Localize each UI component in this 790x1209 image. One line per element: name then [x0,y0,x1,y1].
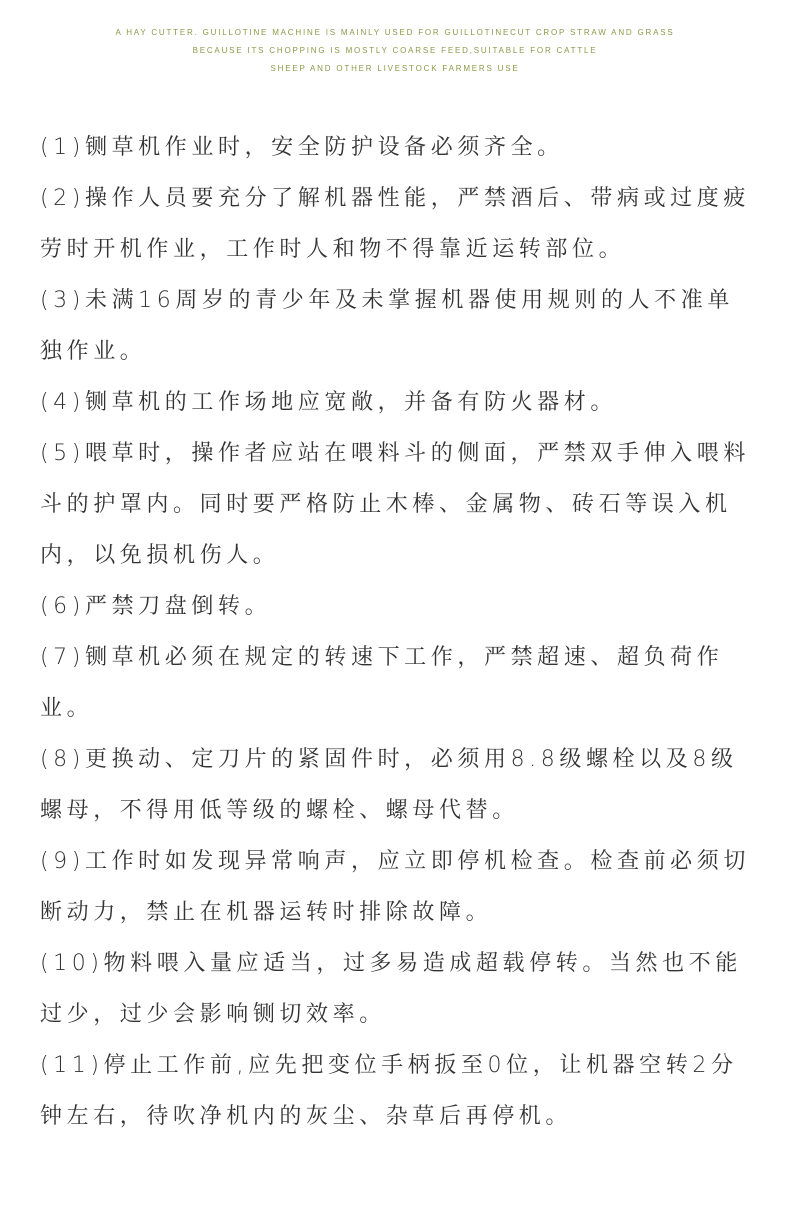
subtitle-line-3: SHEEP AND OTHER LIVESTOCK FARMERS USE [270,64,520,73]
subtitle-line-1: A HAY CUTTER. GUILLOTINE MACHINE IS MAINLY USED FOR GUILLOTINECUT CROP STRAW AND GRASS [115,28,675,37]
rule-item-5: (5)喂草时，操作者应站在喂料斗的侧面，严禁双手伸入喂料斗的护罩内。同时要严格防止木棒、金属物、砖石等误入机内，以免损机伤人。 [40,441,750,568]
rule-item-3: (3)未满16周岁的青少年及未掌握机器使用规则的人不准单独作业。 [40,288,734,364]
rule-item-9: (9)工作时如发现异常响声，应立即停机检查。检查前必须切断动力，禁止在机器运转时排除故障。 [40,849,750,925]
rule-item-1: (1)铡草机作业时，安全防护设备必须齐全。 [40,135,564,160]
rule-item-4: (4)铡草机的工作场地应宽敞，并备有防火器材。 [40,390,617,415]
title-clip [0,0,790,6]
rule-item-6: (6)严禁刀盘倒转。 [40,594,272,619]
rule-item-8: (8)更换动、定刀片的紧固件时，必须用8.8级螺栓以及8级螺母，不得用低等级的螺栓、螺母代替。 [40,747,738,823]
subtitle [0,24,790,78]
rule-item-11: (11)停止工作前,应先把变位手柄扳至0位，让机器空转2分钟左右，待吹净机内的灰尘、杂草后再停机。 [40,1053,738,1129]
subtitle-line-2: BECAUSE ITS CHOPPING IS MOSTLY COARSE FEED,SUITABLE FOR CATTLE [192,46,598,55]
rule-item-2: (2)操作人员要充分了解机器性能，严禁酒后、带病或过度疲劳时开机作业，工作时人和物不得靠近运转部位。 [40,186,750,262]
rule-item-10: (10)物料喂入量应适当，过多易造成超载停转。当然也不能过少，过少会影响铡切效率。 [40,951,742,1027]
rule-item-7: (7)铡草机必须在规定的转速下工作，严禁超速、超负荷作业。 [40,645,724,721]
safety-rules-list [40,122,760,1142]
